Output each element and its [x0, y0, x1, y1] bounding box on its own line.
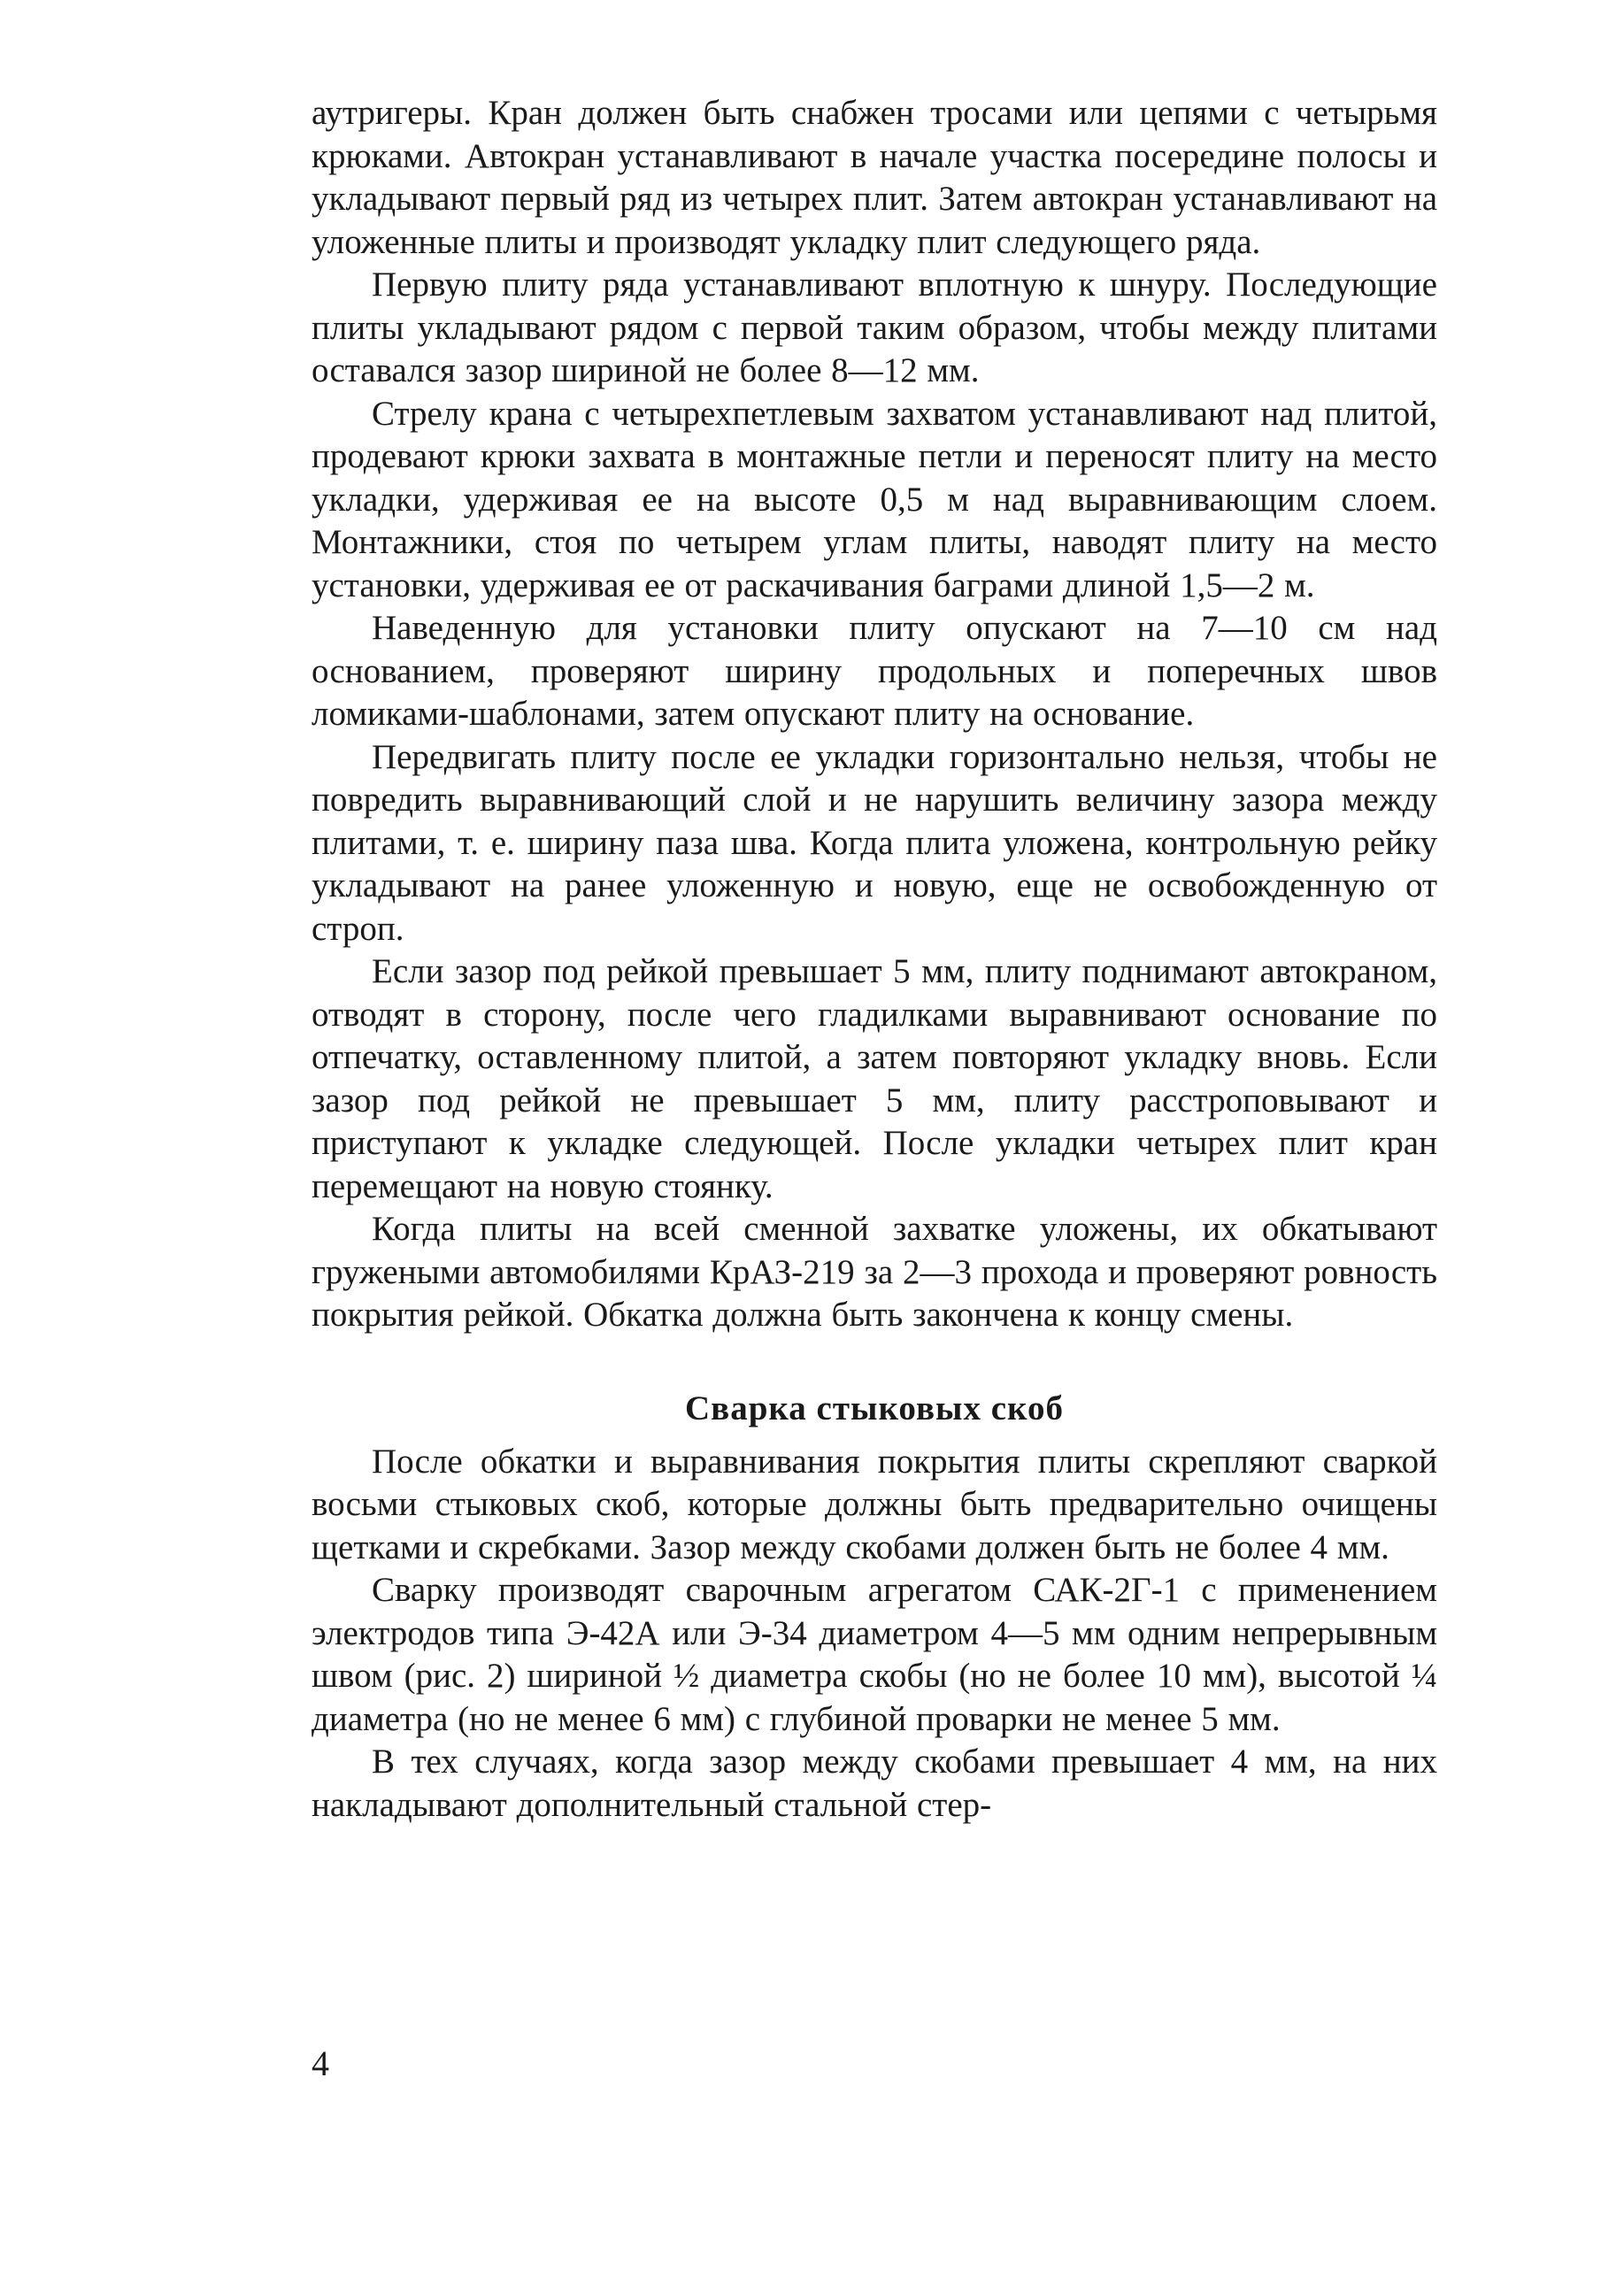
body-text-bottom [312, 1441, 1437, 1827]
paragraph-6: Если зазор под рейкой превышает 5 мм, плиту поднимают автокраном, отводят в сторону, после чего гладилками выравнивают основание по отпечатку, оставленному плитой, а затем повторяют укладку вновь. Если зазор под рейкой не превышает 5 мм, плиту расстроповывают и приступают к укладке следующей. После укладки четырех плит кран перемещают на новую стоянку. [312, 952, 1437, 1205]
paragraph-8: После обкатки и выравнивания покрытия плиты скрепляют сваркой восьми стыковых скоб, которые должны быть предварительно очищены щетками и скребками. Зазор между скобами должен быть не более 4 мм. [312, 1442, 1437, 1566]
paragraph-7: Когда плиты на всей сменной захватке уложены, их обкатывают гружеными автомобилями КрАЗ-219 за 2—3 прохода и проверяют ровность покрытия рейкой. Обкатка должна быть закончена к концу смены. [312, 1210, 1437, 1334]
page-number: 4 [312, 2043, 329, 2083]
paragraph-2: Первую плиту ряда устанавливают вплотную к шнуру. Последующие плиты укладывают рядом с первой таким образом, чтобы между плитами оставался зазор шириной не более 8—12 мм. [312, 265, 1437, 389]
paragraph-5: Передвигать плиту после ее укладки горизонтально нельзя, чтобы не повредить выравнивающий слой и не нарушить величину зазора между плитами, т. е. ширину паза шва. Когда плита уложена, контрольную рейку укладывают на ранее уложенную и новую, еще не освобожденную от строп. [312, 737, 1437, 948]
paragraph-9: Сварку производят сварочным агрегатом САК-2Г-1 с применением электродов типа Э-42А или Э-34 диаметром 4—5 мм одним непрерывным швом (рис. 2) шириной ½ диаметра скобы (но не более 10 мм), высотой ¼ диаметра (но не менее 6 мм) с глубиной проварки не менее 5 мм. [312, 1571, 1437, 1738]
document-page [312, 92, 1437, 1827]
paragraph-3: Стрелу крана с четырехпетлевым захватом устанавливают над плитой, продевают крюки захвата в монтажные петли и переносят плиту на место укладки, удерживая ее на высоте 0,5 м над выравнивающим слоем. Монтажники, стоя по четырем углам плиты, наводят плиту на место установки, удерживая ее от раскачивания баграми длиной 1,5—2 м. [312, 394, 1437, 604]
paragraph-10: В тех случаях, когда зазор между скобами превышает 4 мм, на них накладывают дополнительный стальной стер- [312, 1743, 1437, 1824]
body-text-top [312, 92, 1437, 1337]
paragraph-4: Наведенную для установки плиту опускают на 7—10 см над основанием, проверяют ширину продольных и поперечных швов ломиками-шаблонами, затем опускают плиту на основание. [312, 609, 1437, 733]
paragraph-1: аутригеры. Кран должен быть снабжен тросами или цепями с четырьмя крюками. Автокран устанавливают в начале участка посередине полосы и укладывают первый ряд из четырех плит. Затем автокран устанавливают на уложенные плиты и производят укладку плит следующего ряда. [312, 94, 1437, 261]
section-heading: Сварка стыковых скоб [685, 1389, 1064, 1427]
